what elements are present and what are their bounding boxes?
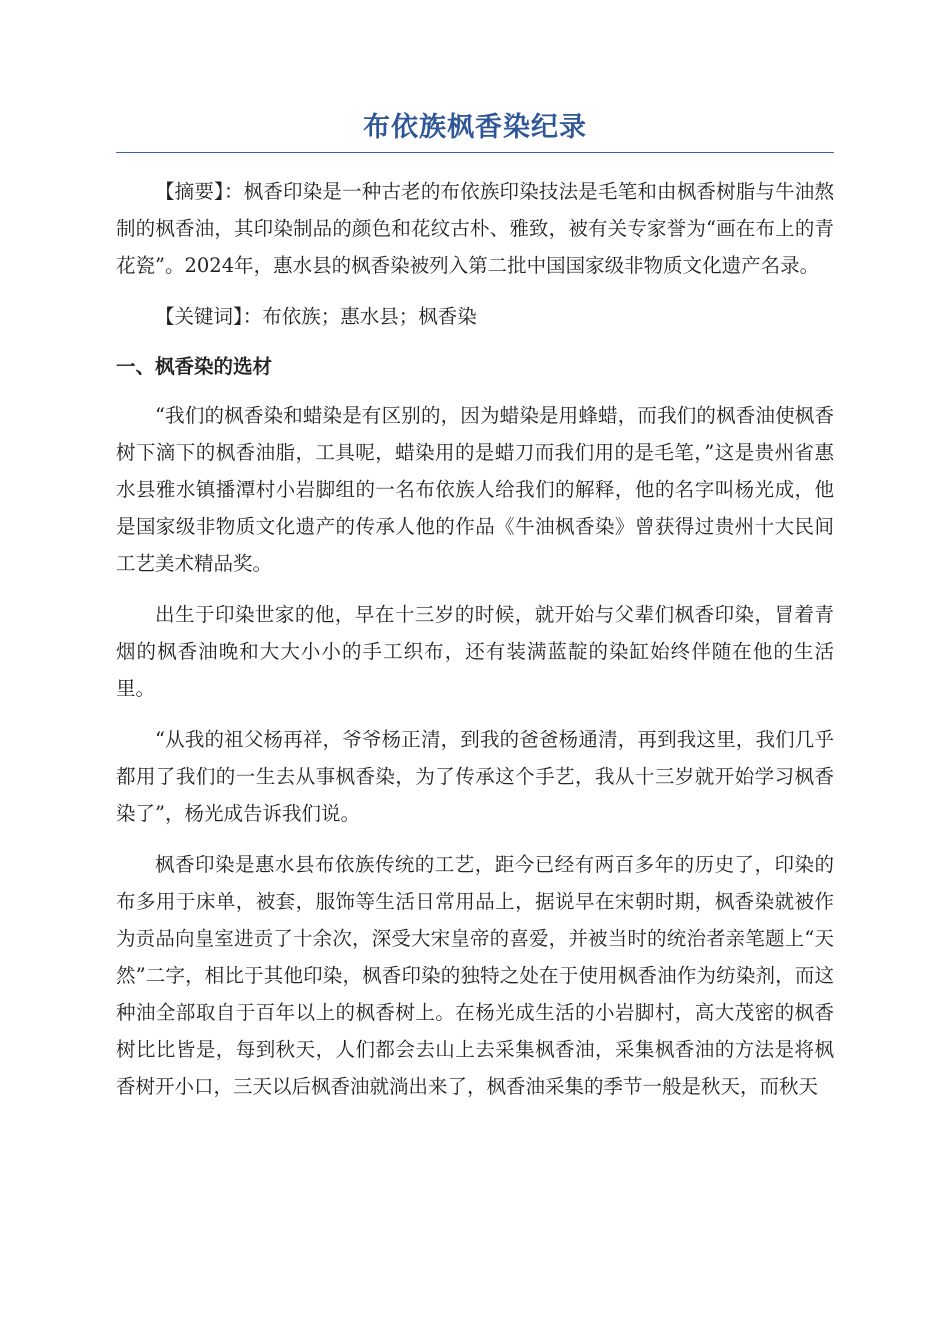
- abstract-paragraph: 【摘要】：枫香印染是一种古老的布依族印染技法是毛笔和由枫香树脂与牛油熬制的枫香油，其印染制品的颜色和花纹古朴、雅致，被有关专家誉为“画在布上的青花瓷”。2024年，惠水县的枫香染被列入第二批中国国家级非物质文化遗产名录。: [116, 180, 834, 277]
- document-page: [116, 108, 834, 1119]
- body-paragraph: “从我的祖父杨再祥，爷爷杨正清，到我的爸爸杨通清，再到我这里，我们几乎都用了我们的一生去从事枫香染，为了传承这个手艺，我从十三岁就开始学习枫香染了”，杨光成告诉我们说。: [116, 728, 834, 825]
- body-paragraph: “我们的枫香染和蜡染是有区别的，因为蜡染是用蜂蜡，而我们的枫香油使枫香树下滴下的枫香油脂，工具呢，蜡染用的是蜡刀而我们用的是毛笔，”这是贵州省惠水县雅水镇播潭村小岩脚组的一名布依族人给我们的解释，他的名字叫杨光成，他是国家级非物质文化遗产的传承人他的作品《牛油枫香染》曾获得过贵州十大民间工艺美术精品奖。: [116, 404, 834, 575]
- section-heading: 一、枫香染的选材: [116, 355, 273, 378]
- body-paragraph: 枫香印染是惠水县布依族传统的工艺，距今已经有两百多年的历史了，印染的布多用于床单，被套，服饰等生活日常用品上，据说早在宋朝时期，枫香染就被作为贡品向皇室进贡了十余次，深受大宋皇帝的喜爱，并被当时的统治者亲笔题上“天然”二字，相比于其他印染，枫香印染的独特之处在于使用枫香油作为纺染剂，而这种油全部取自于百年以上的枫香树上。在杨光成生活的小岩脚村，高大茂密的枫香树比比皆是，每到秋天，人们都会去山上去采集枫香油，采集枫香油的方法是将枫香树开小口，三天以后枫香油就淌出来了，枫香油采集的季节一般是秋天，而秋天: [116, 853, 834, 1098]
- keywords-paragraph: 【关键词】：布依族；惠水县；枫香染: [155, 305, 477, 328]
- document-title: 布依族枫香染纪录: [116, 108, 834, 153]
- body-paragraph: 出生于印染世家的他，早在十三岁的时候，就开始与父辈们枫香印染，冒着青烟的枫香油晚和大大小小的手工织布，还有装满蓝靛的染缸始终伴随在他的生活里。: [116, 603, 834, 700]
